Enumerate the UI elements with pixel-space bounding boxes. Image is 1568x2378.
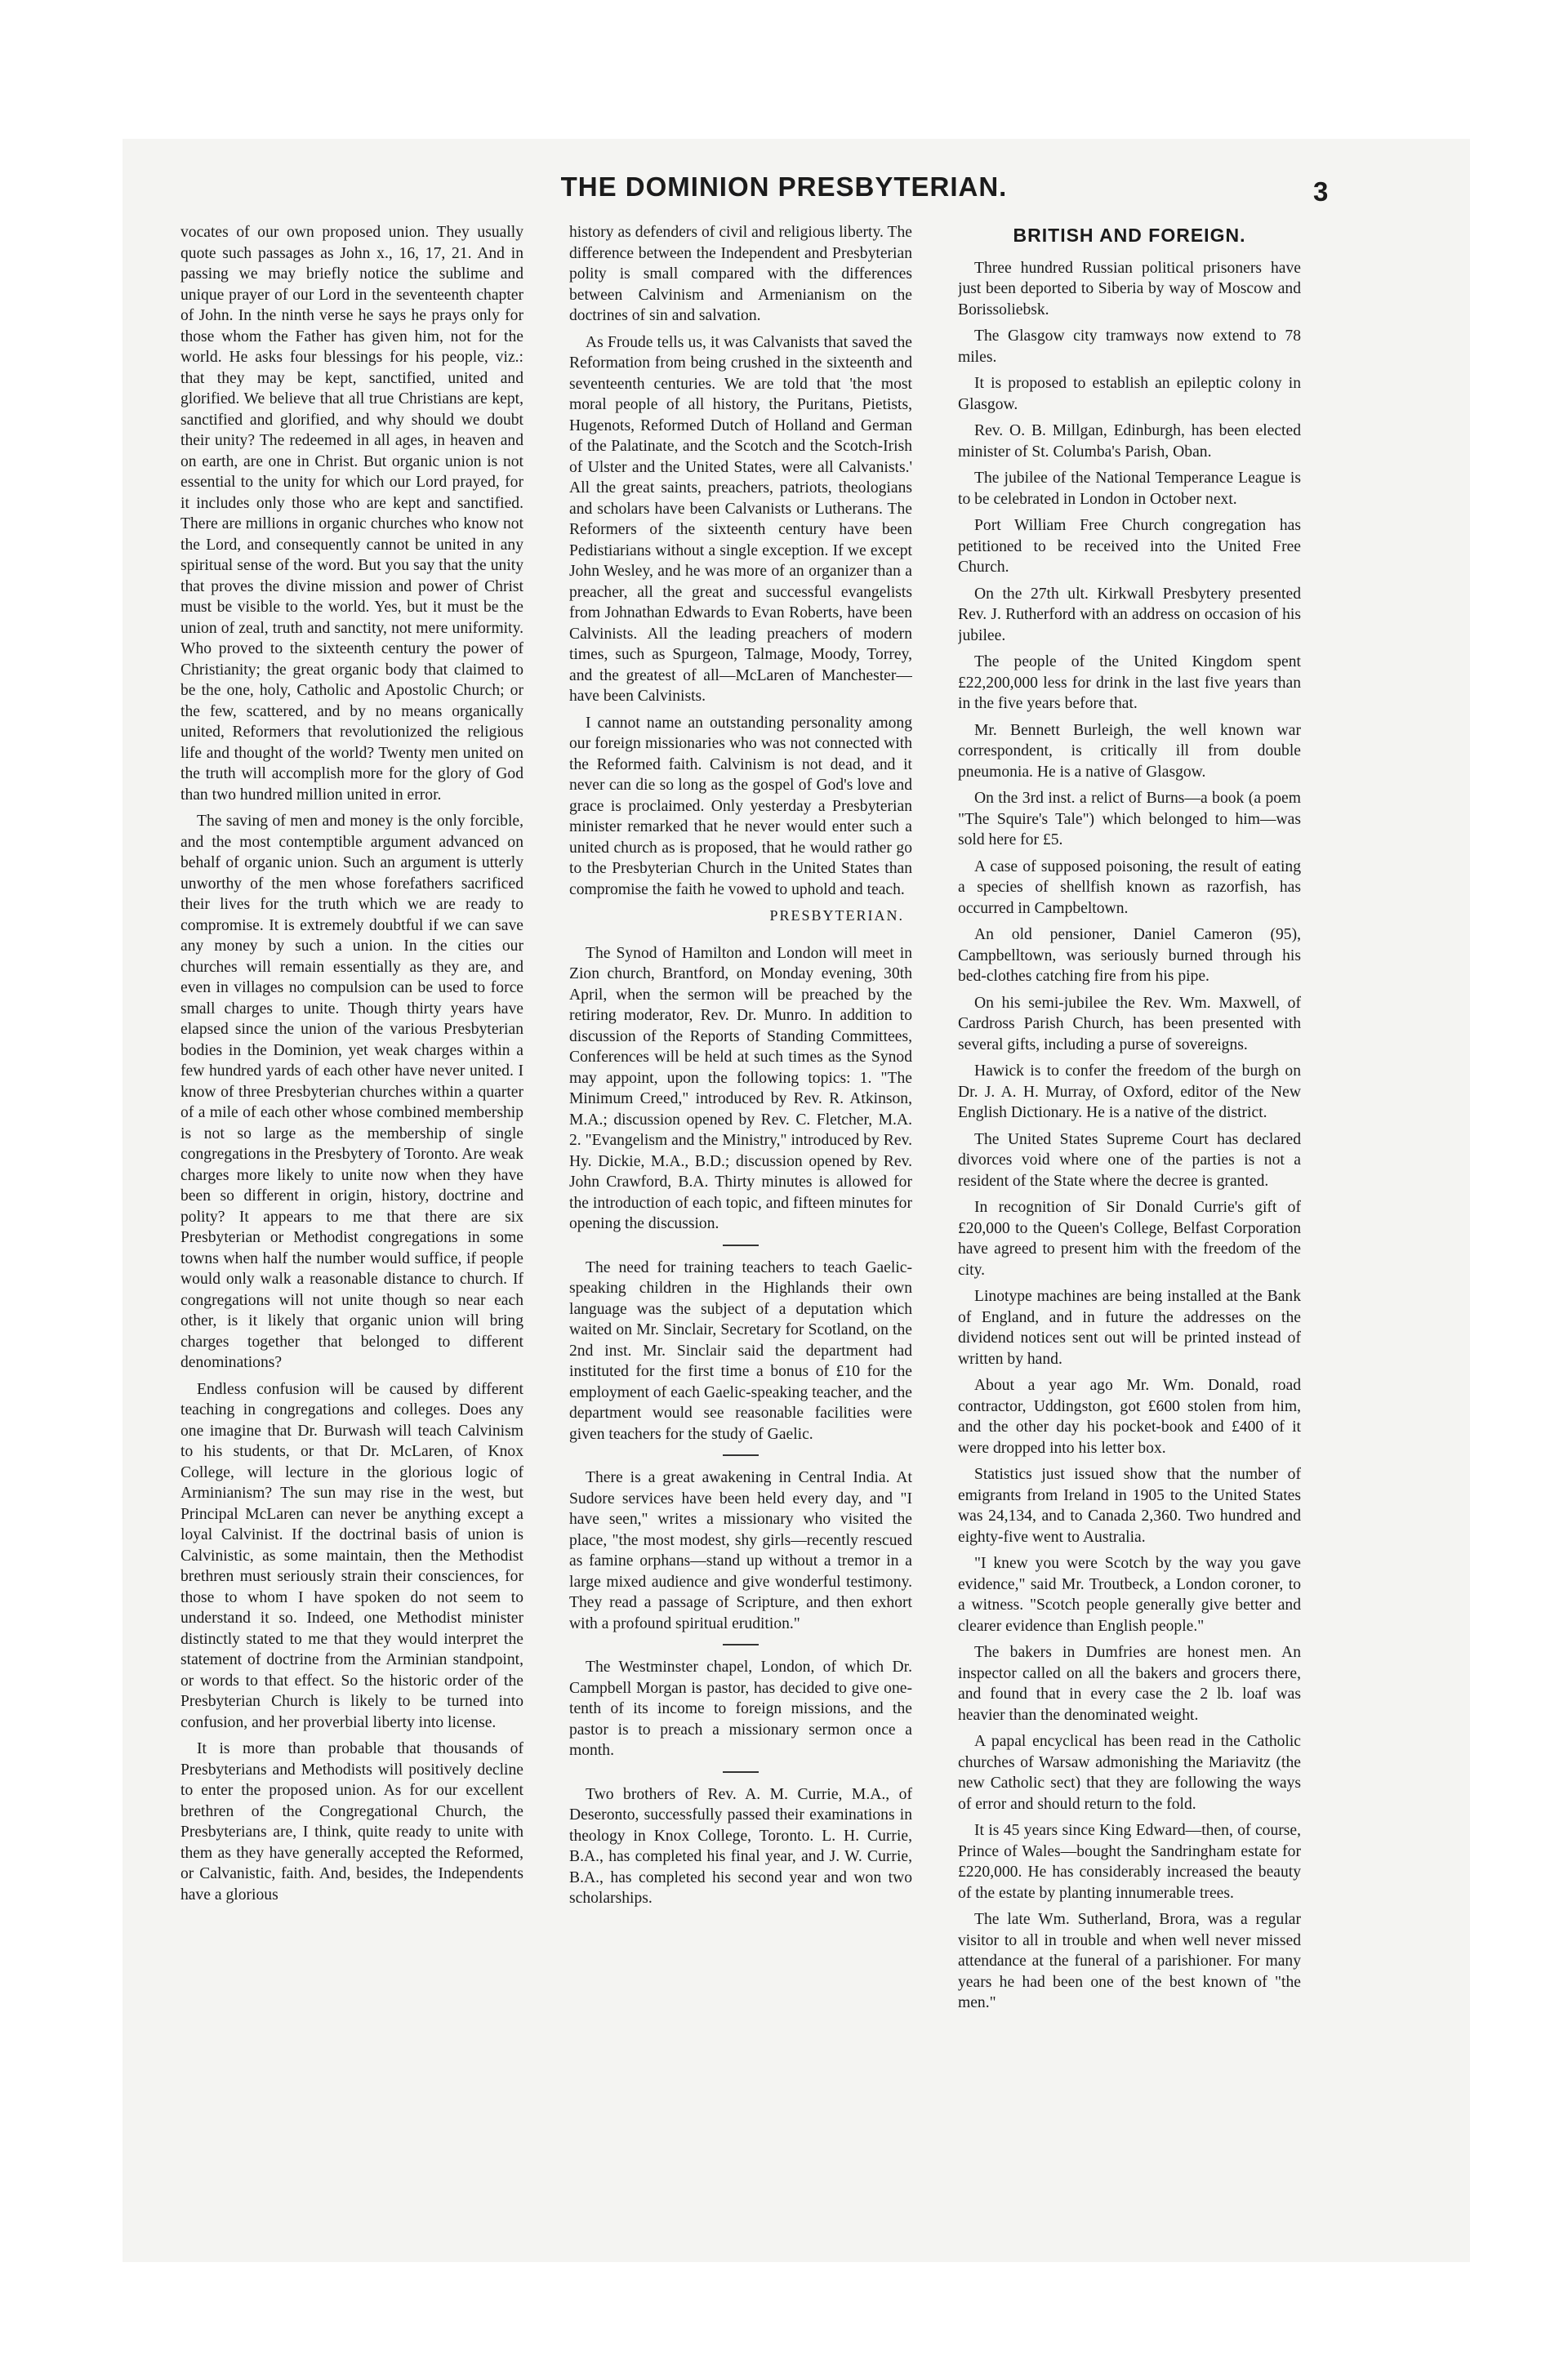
news-item: Linotype machines are being installed at the Bank of England, and in future the addresses on the dividend notices sent out will be printed instead of written by hand. — [958, 1288, 1301, 1368]
news-item: In recognition of Sir Donald Currie's gift of £20,000 to the Queen's College, Belfast Corporation have agreed to present him with the freedom of the city. — [958, 1199, 1301, 1279]
article-signature: PRESBYTERIAN. — [769, 907, 904, 924]
news-item: The jubilee of the National Temperance League is to be celebrated in London in October next. — [958, 470, 1301, 508]
news-item: The people of the United Kingdom spent £22,200,000 less for drink in the last five years than in the five years before that. — [958, 653, 1301, 712]
news-item: The Glasgow city tramways now extend to 78 miles. — [958, 327, 1301, 366]
news-item: On his semi-jubilee the Rev. Wm. Maxwell, of Cardross Parish Church, has been presented with several gifts, including a purse of sovereigns. — [958, 994, 1301, 1053]
article-paragraph: It is more than probable that thousands of Presbyterians and Methodists will positively decline to enter the proposed union. As for our excellent brethren of the Congregational Church, the Presbyterians are, I think, quite ready to unite with them as they have generally accepted the Reformed, or Calvanistic, faith. And, besides, the Independents have a glorious — [180, 1740, 523, 1904]
news-item: Two brothers of Rev. A. M. Currie, M.A., of Deseronto, successfully passed their examinations in theology in Knox College, Toronto. L. H. Currie, B.A., has completed his final year, and J. W. Currie, B.A., has completed his second year and won two scholarships. — [569, 1785, 912, 1907]
news-item: About a year ago Mr. Wm. Donald, road contractor, Uddingston, got £600 stolen from him, and the other day his pocket-book and £400 of it were dropped into his letter box. — [958, 1377, 1301, 1457]
news-item: Statistics just issued show that the number of emigrants from Ireland in 1905 to the United States was 24,134, and to Canada 2,360. Two hundred and eighty-five went to Australia. — [958, 1466, 1301, 1546]
news-item: A papal encyclical has been read in the Catholic churches of Warsaw admonishing the Mariavitz (the new Catholic sect) that they are following the ways of error and should return to the fold. — [958, 1733, 1301, 1813]
news-item: The United States Supreme Court has declared divorces void where one of the parties is not a resident of the State where the decree is granted. — [958, 1130, 1301, 1190]
article-paragraph: Endless confusion will be caused by different teaching in congregations and colleges. Does any one imagine that Dr. Burwash will teach Calvinism to his students, or that Dr. McLaren, of Knox College, will lecture in the glorious logic of Arminianism? The sun may rise in the west, but Principal McLaren can never be anything except a loyal Calvinist. If the doctrinal basis of union is Calvinistic, as some maintain, then the Methodist brethren must seriously strain their consciences, for those to whom I have spoken do not seem to understand it so. Indeed, one Methodist minister distinctly stated to me that they would interpret the statement of doctrine from the Arminian standpoint, or words to that effect. So the historic order of the Presbyterian Church is likely to be turned into confusion, and her proverbial liberty into license. — [180, 1380, 523, 1731]
news-item: An old pensioner, Daniel Cameron (95), Campbelltown, was seriously burned through his bed-clothes catching fire from his pipe. — [958, 926, 1301, 985]
right-column — [958, 222, 1301, 2280]
news-item: "I knew you were Scotch by the way you gave evidence," said Mr. Troutbeck, a London coroner, to a witness. "Scotch people generally give better and clearer evidence than English people." — [958, 1555, 1301, 1635]
section-divider — [723, 1245, 759, 1246]
news-item: It is 45 years since King Edward—then, of course, Prince of Wales—bought the Sandringham estate for £220,000. He has considerably increased the beauty of the estate by planting innumerable trees. — [958, 1822, 1301, 1902]
section-divider — [723, 1454, 759, 1456]
news-item: On the 3rd inst. a relict of Burns—a book (a poem "The Squire's Tale") which belonged to him—was sold here for £5. — [958, 790, 1301, 848]
news-item: It is proposed to establish an epileptic colony in Glasgow. — [958, 375, 1301, 413]
middle-column — [569, 222, 912, 2280]
news-item: The Westminster chapel, London, of which Dr. Campbell Morgan is pastor, has decided to give one-tenth of its income to foreign missions, and the pastor is to preach a missionary sermon once a month. — [569, 1659, 912, 1759]
news-item: On the 27th ult. Kirkwall Presbytery presented Rev. J. Rutherford with an address on occasion of his jubilee. — [958, 585, 1301, 644]
news-item: The late Wm. Sutherland, Brora, was a regular visitor to all in trouble and when well never missed attendance at the funeral of a parishioner. For many years he had been one of the best known of "the men." — [958, 1911, 1301, 2011]
news-item: Three hundred Russian political prisoners have just been deported to Siberia by way of Moscow and Borissoliebsk. — [958, 259, 1301, 318]
article-paragraph: As Froude tells us, it was Calvanists that saved the Reformation from being crushed in the sixteenth and seventeenth centuries. We are told that 'the most moral people of all history, the Puritans, Pietists, Hugenots, Reformed Dutch of Holland and German of the Palatinate, and the Scotch and the Scotch-Irish of Ulster and the United States, were all Calvanists.' All the great saints, preachers, patriots, theologians and scholars have been Calvanists or Lutherans. The Reformers of the sixteenth century have been Pedistiarians without a single exception. If we except John Wesley, and he was more of an organizer than a preacher, all the great and successful evangelists from Johnathan Edwards to Evan Roberts, have been Calvinists. All the leading preachers of modern times, such as Spurgeon, Talmage, Moody, Torrey, and the greatest of all—McLaren of Manchester—have been Calvinists. — [569, 333, 912, 705]
news-item: Hawick is to confer the freedom of the burgh on Dr. J. A. H. Murray, of Oxford, editor of the New English Dictionary. He is a native of the district. — [958, 1062, 1301, 1121]
section-divider — [723, 1771, 759, 1773]
section-divider — [723, 1644, 759, 1645]
left-column — [180, 222, 523, 2280]
news-item: Rev. O. B. Millgan, Edinburgh, has been elected minister of St. Columba's Parish, Oban. — [958, 422, 1301, 461]
page-number: 3 — [1313, 176, 1329, 207]
article-paragraph: The saving of men and money is the only forcible, and the most contemptible argument advanced on behalf of organic union. Such an argument is utterly unworthy of the men whose forefathers sacrificed their lives for the truth which we are ready to compromise. It is extremely doubtful if we can save any money by such a union. In the cities our churches will remain essentially as they are, and even in villages no compulsion can be used to force small charges to unite. Though thirty years have elapsed since the union of the various Presbyterian bodies in the Dominion, yet weak charges within a few hundred yards of each other have never united. I know of three Presbyterian churches within a quarter of a mile of each other whose combined membership is not so large as the membership of single congregations in the Presbytery of Toronto. Are weak charges more likely to unite now when they have been so different in origin, history, doctrine and polity? It appears to me that there are six Presbyterian or Methodist congregations in some towns when half the number would suffice, if people would only walk a reasonable distance to church. If congregations will not unite though so near each other, is it likely that organic union will bring charges together that belonged to different denominations? — [180, 813, 523, 1371]
article-paragraph: I cannot name an outstanding personality among our foreign missionaries who was not connected with the Reformed faith. Calvinism is not dead, and it never can die so long as the gospel of God's love and grace is proclaimed. Only yesterday a Presbyterian minister remarked that he never would enter such a united church as is proposed, that he would rather go to the Presbyterian Church in the United States than compromise the faith he vowed to uphold and teach. — [569, 714, 912, 898]
news-item: Port William Free Church congregation has petitioned to be received into the United Free Church. — [958, 517, 1301, 576]
news-item: A case of supposed poisoning, the result of eating a species of shellfish known as razorfish, has occurred in Campbeltown. — [958, 857, 1301, 917]
section-heading: BRITISH AND FOREIGN. — [1013, 225, 1246, 246]
news-item: Mr. Bennett Burleigh, the well known war correspondent, is critically ill from double pneumonia. He is a native of Glasgow. — [958, 721, 1301, 781]
news-item: The Synod of Hamilton and London will meet in Zion church, Brantford, on Monday evening, 30th April, when the sermon will be preached by the retiring moderator, Rev. Dr. Munro. In addition to discussion of the Reports of Standing Committees, Conferences will be held at such times as the Synod may appoint, upon the following topics: 1. "The Minimum Creed," introduced by Rev. R. Atkinson, M.A.; discussion opened by Rev. C. Fletcher, M.A. 2. "Evangelism and the Ministry," introduced by Rev. Hy. Dickie, M.A., B.D.; discussion opened by Rev. John Crawford, B.A. Thirty minutes is allowed for the introduction of each topic, and fifteen minutes for opening the discussion. — [569, 944, 912, 1232]
news-items-list — [958, 258, 1301, 2014]
article-paragraph: history as defenders of civil and religious liberty. The difference between the Independent and Presbyterian polity is small compared with the differences between Calvinism and Armenianism on the doctrines of sin and salvation. — [569, 224, 912, 324]
article-paragraph: vocates of our own proposed union. They usually quote such passages as John x., 16, 17, 21. And in passing we may briefly notice the sublime and unique prayer of our Lord in the seventeenth chapter of John. In the ninth verse he says he prays only for those whom the Father has given him, not for the world. He asks four blessings for his people, viz.: that they may be kept, sanctified, united and glorified. We believe that all true Christians are kept, sanctified and glorified, and why should we doubt their unity? The redeemed in all ages, in heaven and on earth, are one in Christ. But organic union is not essential to the unity for which our Lord prayed, for it includes only those who are kept and sanctified. There are millions in organic churches who know not the Lord, and consequently cannot be united in any spiritual sense of the word. But you say that the unity that proves the divine mission and power of Christ must be visible to the world. Yes, but it must be the union of zeal, truth and sanctity, not mere uniformity. Who proved to the sixteenth century the power of Christianity; the great organic body that claimed to be the one, holy, Catholic and Apostolic Church; or the few, scattered, and by no means organically united, Reformers that revolutionized the religious life and thought of the world? Twenty men united on the truth will accomplish more for the glory of God than two hundred million united in error. — [180, 224, 523, 804]
news-item: The bakers in Dumfries are honest men. An inspector called on all the bakers and grocers there, and found that in every case the 2 lb. loaf was heavier than the denominated weight. — [958, 1644, 1301, 1724]
news-item: The need for training teachers to teach Gaelic-speaking children in the Highlands their own language was the subject of a deputation which waited on Mr. Sinclair, Secretary for Scotland, on the 2nd inst. Mr. Sinclair said the department had instituted for the first time a bonus of £10 for the employment of each Gaelic-speaking teacher, and the department would see reasonable facilities were given teachers for the study of Gaelic. — [569, 1258, 912, 1443]
news-item: There is a great awakening in Central India. At Sudore services have been held every day, and "I have seen," writes a missionary who visited the place, "the most modest, shy girls—recently rescued as famine orphans—stand up without a tremor in a large mixed audience and give wonderful testimony. They read a passage of Scripture, and then exhort with a profound spiritual erudition." — [569, 1469, 912, 1632]
page-masthead: THE DOMINION PRESBYTERIAN. — [560, 171, 1008, 202]
